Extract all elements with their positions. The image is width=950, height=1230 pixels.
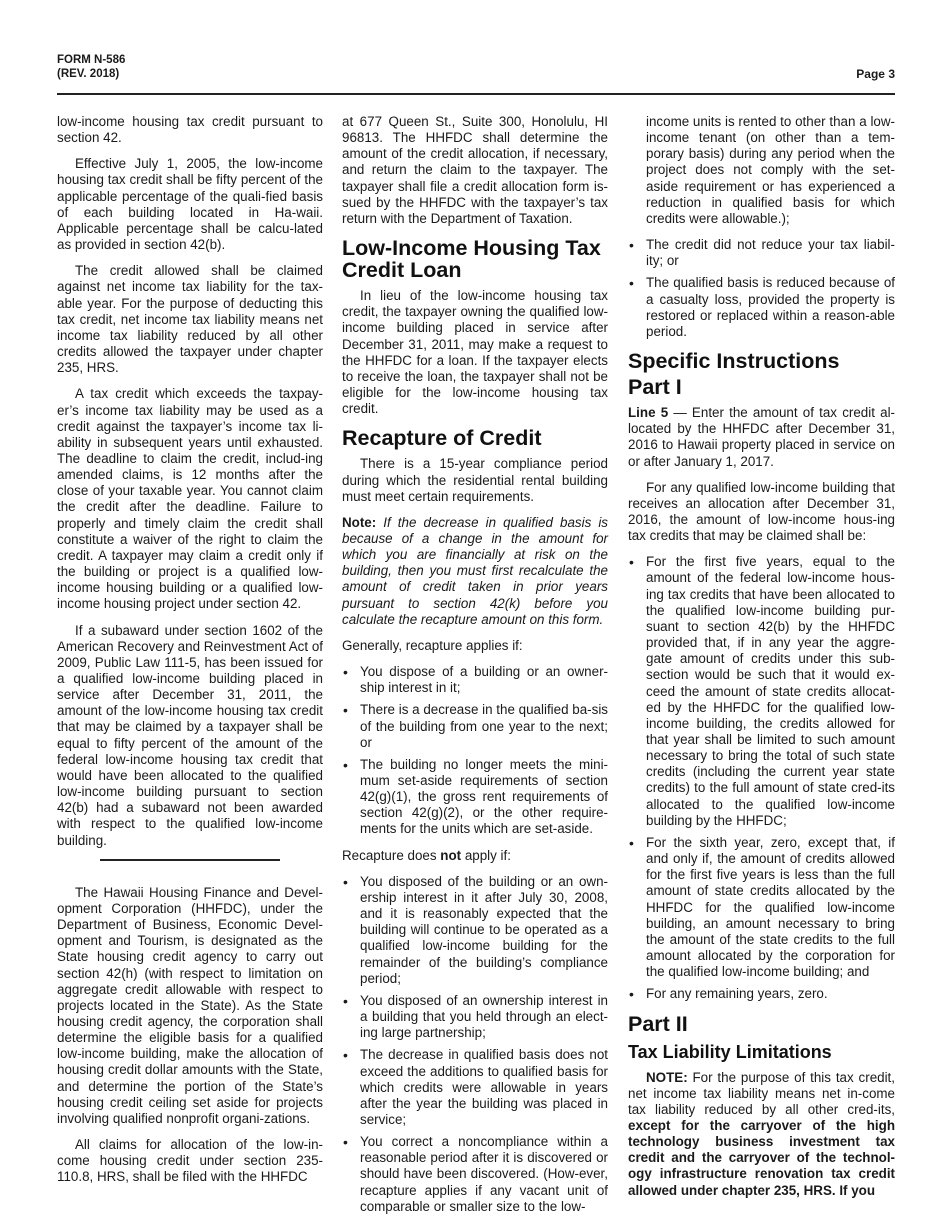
section-divider (100, 859, 280, 861)
list-item: • You correct a noncompliance within a reasonable period after it is discovered or should have been discovered. (How-ever, recapture applies if any vacant unit of comparable or smaller size to the low- (342, 1134, 608, 1215)
form-header (57, 54, 895, 81)
paragraph: In lieu of the low-income housing tax credit, the taxpayer owning the qualified low-income building placed in service after December 31, 2011, may make a request to the HHFDC for a loan. If the taxpayer elects to receive the loan, the taxpayer shall not be eligible for the low-income housing tax credit. (342, 288, 608, 417)
heading-part-1: Part I (628, 375, 682, 400)
list-item: • You disposed of the building or an own-ership interest in it after July 30, 2008, and it is reasonably expected that the building will continue to be operated as a qualified low-income building for the remainder of the building’s compliance period; (342, 874, 608, 987)
paragraph: For any qualified low-income building that receives an allocation after December 31, 2016, the amount of low-income hous-ing tax credits that may be claimed shall be: (628, 479, 895, 544)
list-item: • You disposed of an ownership interest in a building that you held through an elect-ing large partnership; (342, 993, 608, 1041)
line-text: — Enter the amount of tax credit al-located by the HHFDC after December 31, 2016 to Hawaii property placed in service on or after January 1, 2017. (628, 405, 896, 469)
list-item: • The decrease in qualified basis does not exceed the additions to qualified basis for which credits were allowable in years after the year the building was placed in service; (342, 1047, 608, 1128)
recapture-applies-list (342, 664, 608, 838)
list-item: • You dispose of a building or an owner-ship interest in it; (342, 664, 608, 696)
recapture-not-applies-list (342, 874, 608, 1215)
paragraph: low-income housing tax credit pursuant to section 42. (57, 114, 323, 146)
heading-recapture: Recapture of Credit (342, 426, 542, 451)
text: apply if: (461, 847, 511, 863)
paragraph: Generally, recapture applies if: (342, 637, 523, 653)
text: Recapture does (342, 847, 441, 863)
note-paragraph (342, 515, 608, 628)
paragraph: If a subaward under section 1602 of the American Recovery and Reinvestment Act of 2009, Public Law 111-5, has been issued for a qualified low-income building placed in service after December 31, 2011, the amount of the low-income housing tax credit that may be claimed by a taxpayer shall be equal to fifty percent of the amount of the federal low-income housing tax credit that would have been allocated to the qualified low-income building pursuant to section 42(b) had a subaward not been awarded with respect to the qualified low-income building. (57, 622, 323, 848)
column-2 (342, 114, 608, 1225)
paragraph: There is a 15-year compliance period during which the residential rental building must meet certain requirements. (342, 456, 608, 504)
heading-tax-liability: Tax Liability Limitations (628, 1041, 832, 1062)
note-paragraph (628, 1070, 895, 1199)
paragraph: All claims for allocation of the low-in-come housing credit under section 235-110.8, HRS, shall be filed with the HHFDC (57, 1137, 323, 1185)
note-label: Note: (342, 514, 377, 530)
list-item: • For any remaining years, zero. (628, 986, 895, 1002)
note-label: NOTE: (646, 1069, 688, 1085)
heading-part-2: Part II (628, 1011, 688, 1036)
paragraph: The credit allowed shall be claimed against net income tax liability for the tax-able year. For the purpose of deducting this tax credit, net income tax liability means net income tax liability reduced by all other credits allowed the taxpayer under chapter 235, HRS. (57, 263, 323, 376)
note-text: For the purpose of this tax credit, net income tax liability means net in-come tax liability reduced by all other cred-its, (628, 1069, 895, 1117)
paragraph: at 677 Queen St., Suite 300, Honolulu, HI 96813. The HHFDC shall determine the amount of the credit allocation, if necessary, and return the claim to the taxpayer. The taxpayer shall file a credit allocation form is-sued by the HHFDC with the taxpayer’s tax return with the Department of Taxation. (342, 114, 608, 226)
column-3 (628, 114, 895, 1209)
form-revision: (REV. 2018) (57, 67, 120, 80)
list-item: • For the first five years, equal to the amount of the federal low-income hous-ing tax credits that have been allocated to the qualified low-income building pur-suant to section 42(b) by the HHFDC provided that, if in any year the aggre-gate amount of credits under this sub-section would be such that it would ex-ceed the amount of state credits allocat-ed by the HHFDC for the qualified low-income building, the credits allowed for that year shall be limited to such amount necessary to bring the total of such state credits (including the current year state credits) to the full amount of state cred-its allocated to the qualified low-income building by the HHFDC; (628, 554, 895, 829)
credit-schedule-list (628, 554, 895, 1002)
paragraph: income units is rented to other than a low-income tenant (on other than a tem-porary basis) during any period when the project does not comply with the set-aside requirement or has experienced a reduction in qualified basis for which credits were allowable.); (646, 114, 895, 226)
emphasis: not (440, 847, 462, 863)
paragraph: A tax credit which exceeds the taxpay-er’s income tax liability may be used as a credit against the taxpayer’s income tax li-ability in subsequent years until exhausted. The deadline to claim the credit, includ-ing amended claims, is 12 months after the close of your taxable year. You cannot claim the credit after the deadline. Failure to properly and timely claim the credit shall constitute a waiver of the right to claim the credit. A taxpayer may claim a credit only if the building or project is a qualified low-income housing building or a qualified low-income housing project under section 42. (57, 386, 323, 612)
paragraph: Effective July 1, 2005, the low-income housing tax credit shall be fifty percent of the applicable percentage of the quali-fied basis of each building located in Ha-waii. Applicable percentage shall be calcu-lated as provided in section 42(b). (57, 156, 323, 253)
list-item: • The credit did not reduce your tax liabil-ity; or (628, 237, 895, 269)
form-number: FORM N-586 (57, 54, 126, 66)
note-emphasis: except for the carryover of the high technology business investment tax credit and the carryover of the technol-ogy infrastructure renovation tax credit allowed under chapter 235, HRS. If you (628, 1117, 895, 1198)
header-rule (57, 93, 895, 95)
note-text: If the decrease in qualified basis is because of a change in the amount for which you are financially at risk on the building, then you must first recalculate the amount of credit taken in prior years pursuant to section 42(k) before you calculate the recapture amount on this form. (342, 514, 608, 627)
recapture-not-applies-list-cont (628, 237, 895, 340)
paragraph: The Hawaii Housing Finance and Devel-opment Corporation (HHFDC), under the Department of Business, Economic Devel-opment and Tourism, is designated as the State housing credit agency to carry out section 42(h) (with respect to limitation on aggregate credit allowable with respect to projects located in the State). As the State housing credit agency, the corporation shall determine the eligible basis for a qualified low-income building, make the allocation of housing credit dollar amounts with the State, and determine the portion of the State’s housing credit ceiling set aside for projects involving qualified nonprofit organi-zations. (57, 884, 323, 1126)
list-item: • There is a decrease in the qualified ba-sis of the building from one year to the next; or (342, 702, 608, 750)
heading-loan: Low-Income Housing Tax Credit Loan (342, 236, 601, 283)
heading-specific-instructions: Specific Instructions (628, 349, 840, 374)
list-item: • The building no longer meets the mini-mum set-aside requirements of section 42(g)(1), the gross rent requirements of section 42(g)(2), or the other require-ments for the units which are set-aside. (342, 757, 608, 838)
list-item: • For the sixth year, zero, except that, if and only if, the amount of credits allowed for the first five years is less than the full amount of state credits allocated by the HHFDC for the qualified low-income building, an amount necessary to bring the amount of the state credits to the full amount allocated by the corporation for the qualified low-income building; and (628, 835, 895, 980)
line-label: Line 5 (628, 405, 669, 421)
page-number: Page 3 (856, 67, 895, 81)
paragraph (342, 848, 608, 864)
line-5-paragraph (628, 405, 895, 470)
column-1 (57, 114, 323, 1196)
list-item: • The qualified basis is reduced because of a casualty loss, provided the property is restored or replaced within a reason-able period. (628, 275, 895, 340)
